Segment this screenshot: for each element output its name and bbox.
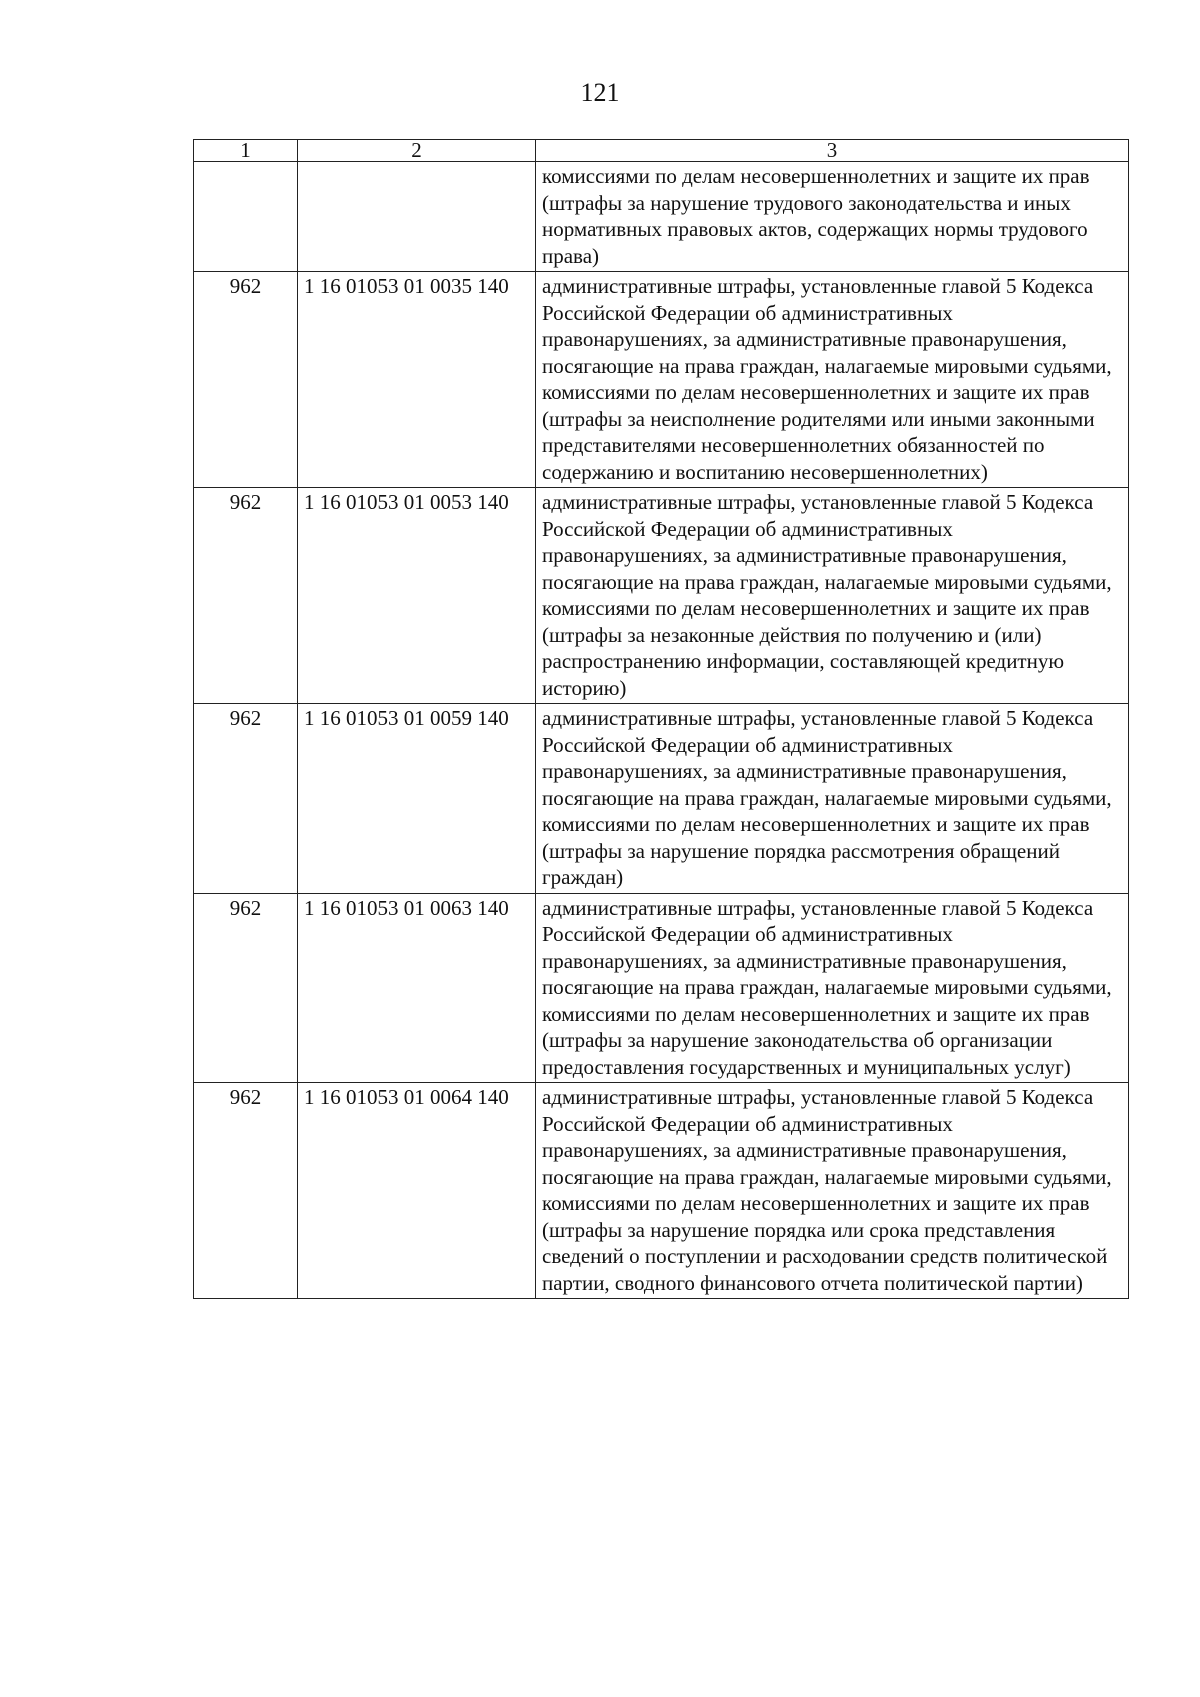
admin-code-cell: 962 <box>194 893 298 1083</box>
budget-code-cell <box>298 162 536 272</box>
table-row <box>194 893 1129 1083</box>
table-body <box>194 162 1129 1299</box>
budget-code-cell: 1 16 01053 01 0064 140 <box>298 1083 536 1299</box>
table-row <box>194 1083 1129 1299</box>
budget-code-cell: 1 16 01053 01 0059 140 <box>298 704 536 894</box>
admin-code-cell: 962 <box>194 272 298 488</box>
description-cell: административные штрафы, установленные главой 5 Кодекса Российской Федерации об административных правонарушениях, за административные правонарушения, посягающие на права граждан, налагаемые мировыми судьями, комиссиями по делам несовершеннолетних и защите их прав (штрафы за неисполнение родителями или иными законными представителями несовершеннолетних обязанностей по содержанию и воспитанию несовершеннолетних) <box>536 272 1129 488</box>
description-cell: комиссиями по делам несовершеннолетних и защите их прав (штрафы за нарушение трудового законодательства и иных нормативных правовых актов, содержащих нормы трудового права) <box>536 162 1129 272</box>
column-header-3: 3 <box>536 140 1129 162</box>
description-cell: административные штрафы, установленные главой 5 Кодекса Российской Федерации об административных правонарушениях, за административные правонарушения, посягающие на права граждан, налагаемые мировыми судьями, комиссиями по делам несовершеннолетних и защите их прав (штрафы за незаконные действия по получению и (или) распространению информации, составляющей кредитную историю) <box>536 488 1129 704</box>
description-cell: административные штрафы, установленные главой 5 Кодекса Российской Федерации об административных правонарушениях, за административные правонарушения, посягающие на права граждан, налагаемые мировыми судьями, комиссиями по делам несовершеннолетних и защите их прав (штрафы за нарушение порядка рассмотрения обращений граждан) <box>536 704 1129 894</box>
table-header <box>194 140 1129 162</box>
column-header-2: 2 <box>298 140 536 162</box>
table-row <box>194 162 1129 272</box>
description-cell: административные штрафы, установленные главой 5 Кодекса Российской Федерации об административных правонарушениях, за административные правонарушения, посягающие на права граждан, налагаемые мировыми судьями, комиссиями по делам несовершеннолетних и защите их прав (штрафы за нарушение законодательства об организации предоставления государственных и муниципальных услуг) <box>536 893 1129 1083</box>
admin-code-cell: 962 <box>194 1083 298 1299</box>
admin-code-cell: 962 <box>194 488 298 704</box>
column-header-1: 1 <box>194 140 298 162</box>
fines-table <box>193 139 1129 1299</box>
budget-code-cell: 1 16 01053 01 0035 140 <box>298 272 536 488</box>
header-row <box>194 140 1129 162</box>
admin-code-cell: 962 <box>194 704 298 894</box>
table-row <box>194 488 1129 704</box>
table-row <box>194 704 1129 894</box>
budget-code-cell: 1 16 01053 01 0053 140 <box>298 488 536 704</box>
description-cell: административные штрафы, установленные главой 5 Кодекса Российской Федерации об административных правонарушениях, за административные правонарушения, посягающие на права граждан, налагаемые мировыми судьями, комиссиями по делам несовершеннолетних и защите их прав (штрафы за нарушение порядка или срока представления сведений о поступлении и расходовании средств политической партии, сводного финансового отчета политической партии) <box>536 1083 1129 1299</box>
budget-code-cell: 1 16 01053 01 0063 140 <box>298 893 536 1083</box>
table-row <box>194 272 1129 488</box>
page-number: 121 <box>580 78 620 107</box>
admin-code-cell <box>194 162 298 272</box>
